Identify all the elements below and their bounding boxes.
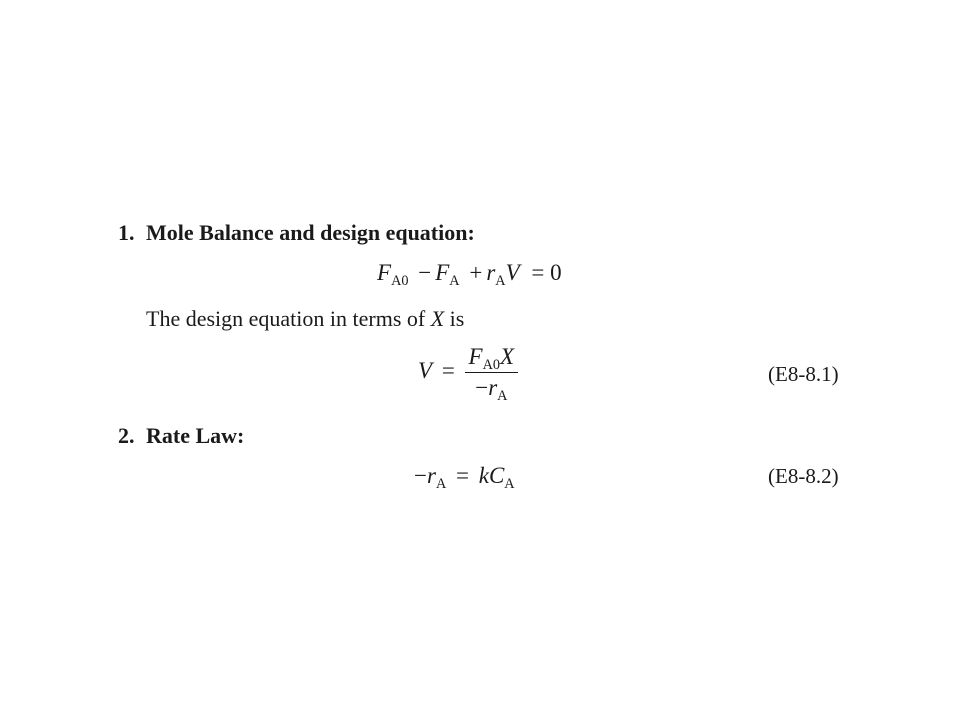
- equation-label-2: (E8-8.2): [768, 464, 839, 488]
- section-2-number: 2.: [118, 423, 135, 448]
- equation-label-1: (E8-8.1): [768, 362, 839, 386]
- design-equation: V = $\frac{F_{A0}X}{-r_A}$: [418, 344, 518, 401]
- fraction-numerator: $F_{A0}X$: [465, 344, 519, 373]
- section-2-heading: [118, 423, 244, 449]
- rate-law-equation: $-r_A = kC_A$: [414, 463, 515, 492]
- section-1-heading: [118, 220, 475, 246]
- section-2-title: Rate Law:: [146, 423, 245, 448]
- section-1-title: Mole Balance and design equation:: [146, 220, 475, 245]
- fraction-denominator: $-r_A$: [475, 375, 508, 404]
- mole-balance-equation: $F_{A0} - F_A + r_AV = 0$: [377, 260, 562, 289]
- design-equation-text: The design equation in terms of X is: [146, 306, 465, 331]
- section-1-number: 1.: [118, 220, 135, 245]
